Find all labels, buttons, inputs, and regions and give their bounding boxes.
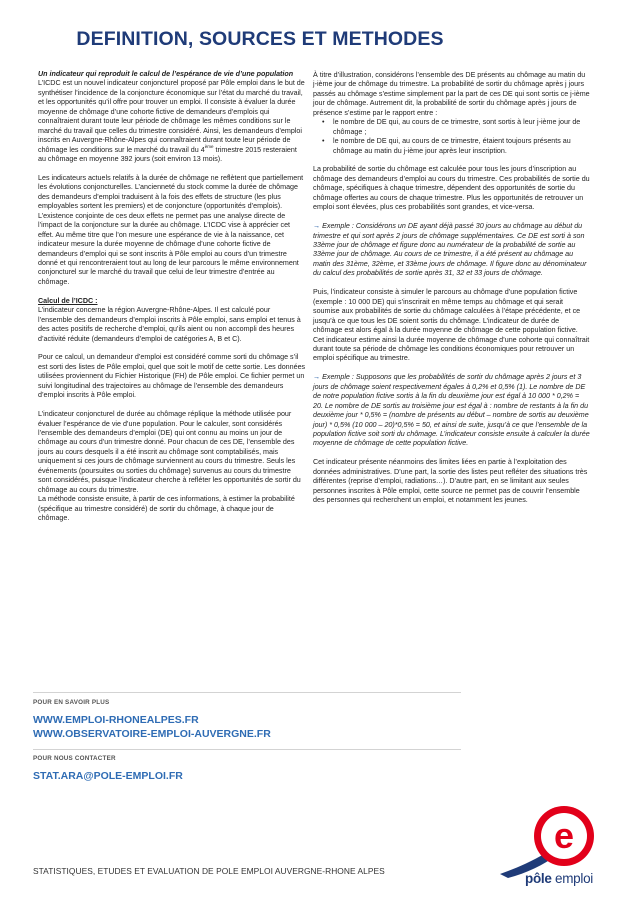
paragraph-probability: La méthode consiste ensuite, à partir de ces informations, à estimer la probabilité (spécifique au trimestre considéré) de sortir du chômage, à chaque jour de chômage. [38, 495, 295, 523]
list-item: • le nombre de DE qui, au cours de ce trimestre, étaient toujours présents au chômage au matin du j-ième jour après leur inscription. [333, 137, 590, 156]
link-observatoire-auvergne[interactable]: WWW.OBSERVATOIRE-EMPLOI-AUVERGNE.FR [33, 728, 271, 740]
example-1 [313, 222, 590, 279]
divider [33, 692, 461, 693]
superscript: ème [204, 143, 214, 149]
logo-wordmark [525, 871, 593, 886]
logo-word-emploi: emploi [551, 871, 593, 886]
right-column [313, 71, 590, 515]
section-heading-calc: Calcul de l’ICDC : [38, 296, 98, 305]
paragraph-sortie: Pour ce calcul, un demandeur d’emploi est considéré comme sorti du chômage s’il est sorti des listes de Pôle emploi, quel que soit le motif de cette sortie. Les données utilisées proviennent du Fichier Historique (FH) de Pôle emploi. Ce fichier permet un suivi longitudinal des trajectoires au chômage de l’ensemble des demandeurs d’emploi inscrits à Pôle emploi. [38, 353, 306, 400]
logo-e-glyph: e [553, 815, 575, 856]
logo-word-pole: pôle [525, 871, 552, 886]
left-column [38, 70, 306, 533]
paragraph-probability-calc: La probabilité de sortie du chômage est calculée pour tous les jours d’inscription au chômage des demandeurs d’emploi au cours du trimestre. Ces probabilités de sortie du chômage, spécifiques à chaque trimestre, dépendent des opportunités de sortie du chômage offertes au cours de chaque trimestre. Plus les opportunités de retrouver un emploi sont élevées, plus ces probabilités sont grandes, et vice-versa. [313, 165, 590, 212]
example-text: Exemple : Supposons que les probabilités de sortir du chômage après 2 jours et 3 jours de chômage soient respectivement égales à 0,2% et 0,5% (1). Le nombre de DE de notre population fictive sortis à la fin du deuxième jour est égal à 10 000 * 0,2% = 20. Le nombre de DE sortis au troisième jour est égal à : nombre de restants à la fin du deuxième jour * 0,5% = (nombre de présents au début – nombre de sortis au deuxième jour) * 0,5% (10 000 – 20)*0,5% = 50, et ainsi de suite, jusqu’à ce que l’ensemble de la population fictive soit sorti du chômage. L’indicateur consiste ensuite à calculer la durée moyenne de chômage de cette population fictive. [313, 373, 590, 448]
section-heading-indicator: Un indicateur qui reproduit le calcul de l’espérance de vie d’une population [38, 70, 294, 78]
arrow-icon: → [313, 222, 321, 231]
paragraph-indicators: Les indicateurs actuels relatifs à la durée de chômage ne reflètent que partiellement les évolutions conjoncturelles. L’ancienneté du stock comme la durée de chômage des demandeurs d’emploi traduisent à la fois des effets de structure (les plus employables sortent les premiers) et de conjoncture (opportunités d’emplois). L’existence conjointe de ces deux effets ne permet pas une analyse directe de l’impact de la conjoncture sur la durée au chômage. L’ICDC vise à apprécier cet effet. Au même titre que l’on mesure une espérance de vie à la naissance, cet indicateur mesure la durée moyenne de chômage d’une cohorte fictive de demandeurs d’emploi qui se sont inscrits à Pôle emploi au cours d’un trimestre donné et qui rencontreraient tout au long de leur parcours le même environnement conjoncturel sur le marché du travail que celui de leur trimestre d’entrée au chômage. [38, 173, 304, 286]
arrow-icon: → [313, 373, 321, 382]
paragraph-region: L’indicateur concerne la région Auvergne-Rhône-Alpes. Il est calculé pour l’ensemble des demandeurs d’emploi inscrits à Pôle emploi, sans emploi et tenus à des actes positifs de recherche d’emploi, qu’ils aient ou non accompli des heures d’activité réduite (demandeurs d’emploi de catégories A, B et C). [38, 306, 301, 343]
page-title: DEFINITION, SOURCES ET METHODES [76, 28, 444, 50]
link-emploi-rhonealpes[interactable]: WWW.EMPLOI-RHONEALPES.FR [33, 714, 199, 726]
example-2 [313, 373, 590, 449]
paragraph-text: L’ICDC est un nouvel indicateur conjoncturel proposé par Pôle emploi dans le but de synthétiser l’incidence de la conjoncture économique sur l’état du marché du travail, et les opportunités qu’il offre pour trouver un emploi. Il consiste à évaluer la durée moyenne de chômage d’une cohorte fictive de demandeurs d’emplois qui connaîtraient durant toute leur période de chômage les mêmes conditions sur le marché du travail que celles du trimestre considéré. Ainsi, les demandeurs d’emploi inscrits en Auvergne-Rhône-Alpes qui connaîtraient durant toute leur période de chômage les conditions sur le marché du travail du 4 [38, 79, 305, 154]
contact-label: POUR NOUS CONTACTER [33, 755, 116, 762]
paragraph-text: trimestre 2015 resteraient au chômage en moyenne 392 jours (soit environ 13 mois). [38, 145, 297, 164]
paragraph-limits: Cet indicateur présente néanmoins des limites liées en partie à l’exploitation des données administratives. D’une part, la sortie des listes peut refléter des situations très différentes (reprise d’emploi, radiations…). D’autre part, en se limitant aux seules personnes inscrites à Pôle emploi, cette source ne permet pas de couvrir l’ensemble des personnes qui recherchent un emploi, et notamment les jeunes. [313, 458, 588, 505]
paragraph-icdc-intro [38, 79, 306, 164]
paragraph-illustration: À titre d’illustration, considérons l’ensemble des DE présents au chômage au matin du j-ième jour de chômage du trimestre. La probabilité de sortir du chômage après j jours passés au chômage s’estime simplement par la part de ces DE qui sont sortis ce j-ième jour de chômage. Autrement dit, la probabilité de sortir du chômage après j jours de présence s’estime par le rapport entre : [313, 71, 590, 117]
paragraph-simulation: Puis, l’indicateur consiste à simuler le parcours au chômage d’une population fictive (exemple : 10 000 DE) qui s’inscrirait en même temps au chômage et qui serait soumise aux probabilités de sortie du chômage calculées à l’étape précédente, et ce jusqu’à ce que tous les DE soient sortis du chômage. L’indicateur de durée de chômage est alors égal à la durée moyenne de chômage de cette population fictive. Cet indicateur estime ainsi la durée moyenne de chômage d’une cohorte qui connaîtrait durant toute sa période de chômage les conditions économiques pour retrouver un emploi spécifique au trimestre. [313, 288, 590, 363]
paragraph-method: L’indicateur conjoncturel de durée au chômage réplique la méthode utilisée pour évaluer l’espérance de vie d’une population. Pour le calculer, sont considérés l’ensemble des demandeurs d’emploi (DE) qui ont connu au moins un jour de chômage au cours d’un trimestre donné. Pour chacun de ces DE, l’ensemble des jours au cours desquels il a été inscrit au chômage sont comptabilisés, mais uniquement si ces jours de chômage surviennent au cours du trimestre. Seuls les événements (poursuites ou sorties du chômage) survenus au cours du trimestre sont considérés, puisque l’indicateur cherche à refléter les opportunités de sortir du chômage au cours du trimestre. [38, 410, 301, 494]
list-item: • le nombre de DE qui, au cours de ce trimestre, sont sortis à leur j-ième jour de chômage ; [333, 118, 590, 137]
example-text: Exemple : Considérons un DE ayant déjà passé 30 jours au chômage au début du trimestre et qui sort après 2 jours de chômage supplémentaires. Ce DE est sorti à son 33ème jour de chômage et figure donc au numérateur de la probabilité de sortie au 33ème jour de chômage. Au cours de ce trimestre, il a été présent au chômage au matin des 31ème, 32ème, et 33ème jours de chômage. Il figure donc au dénominateur du calcul des probabilités de sortie après 31, 32 et 33 jours de chômage. [313, 222, 587, 278]
more-info-label: POUR EN SAVOIR PLUS [33, 699, 110, 706]
footer-text: STATISTIQUES, ETUDES ET EVALUATION DE POLE EMPLOI AUVERGNE-RHONE ALPES [33, 866, 385, 876]
divider [33, 749, 461, 750]
bullet-list [313, 118, 590, 156]
contact-email-link[interactable]: STAT.ARA@POLE-EMPLOI.FR [33, 770, 183, 782]
